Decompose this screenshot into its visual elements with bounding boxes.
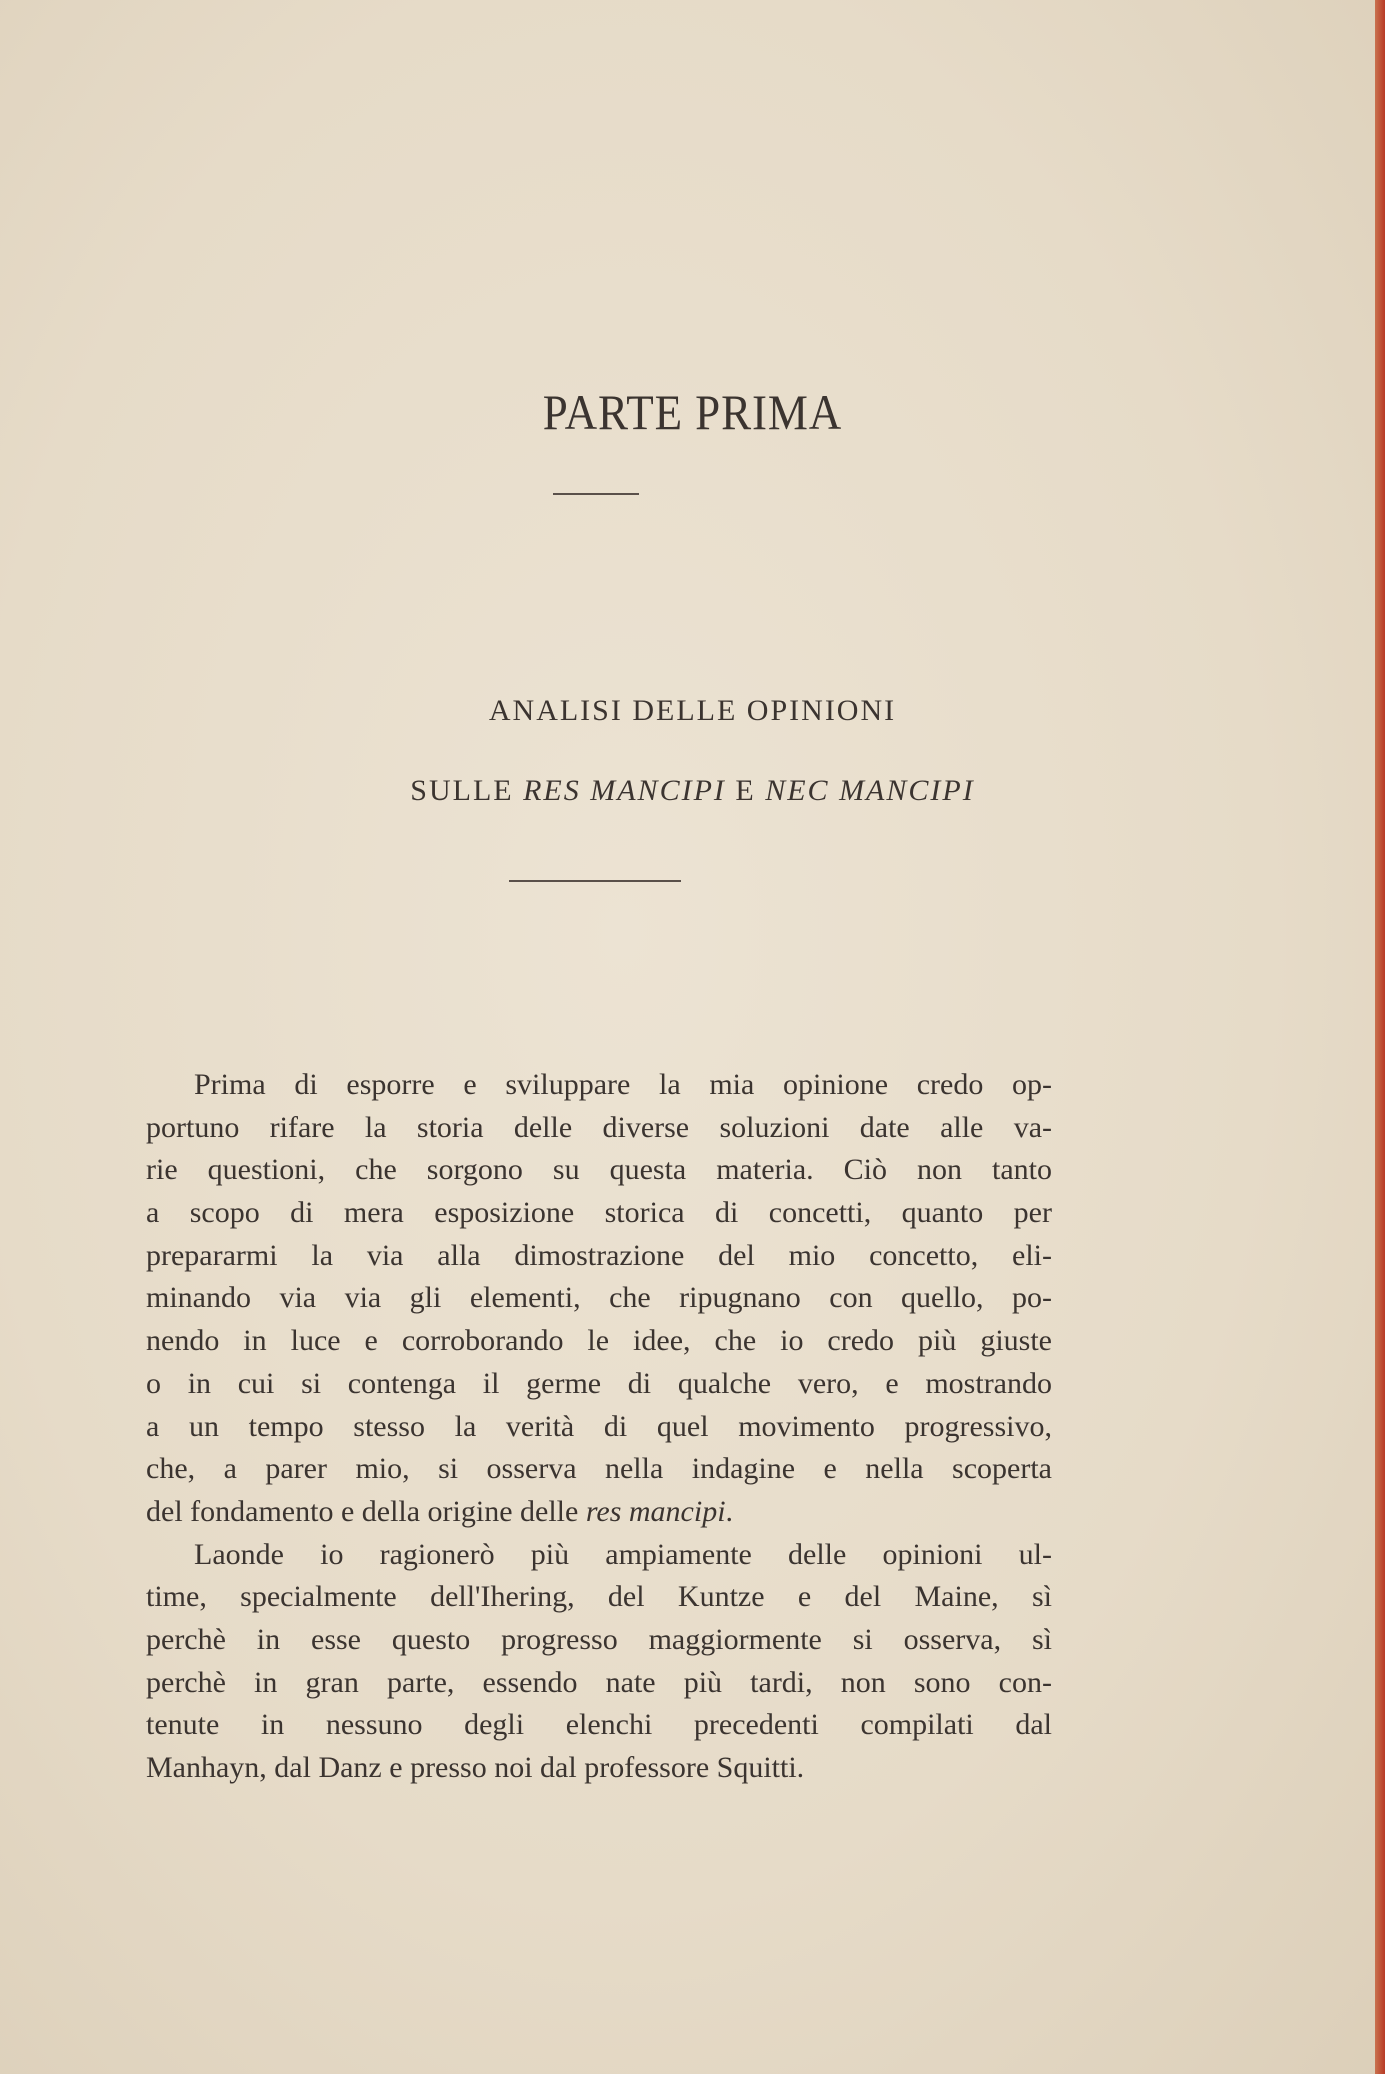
section-heading-line2 [0,774,1385,808]
part-title: PARTE PRIMA [542,384,843,440]
text-line: a un tempo stesso la verità di quel movimento progressivo, [146,1409,1052,1443]
text-line: time, specialmente dell'Ihering, del Kuntze e del Maine, sì [146,1580,1052,1614]
page-edge [1375,0,1385,2074]
heading-mid: E [725,774,766,807]
text-run: del fondamento e della origine delle [146,1494,586,1528]
text-line: Laonde io ragionerò più ampiamente delle opinioni ul- [194,1537,1052,1571]
text-line: a scopo di mera esposizione storica di concetti, quanto per [146,1196,1052,1230]
text-line: Manhayn, dal Danz e presso noi dal professore Squitti. [146,1751,805,1784]
italic-res-mancipi: res mancipi [585,1494,726,1528]
heading-prefix: SULLE [410,774,524,807]
paragraph-1 [146,1064,1052,1534]
text-line: nendo in luce e corroborando le idee, che io credo più giuste [146,1324,1052,1358]
section-heading-line1: ANALISI DELLE OPINIONI [488,694,897,727]
text-line: Prima di esporre e sviluppare la mia opinione credo op- [194,1068,1052,1101]
text-line: tenute in nessuno degli elenchi precedenti compilati dal [146,1708,1052,1742]
text-line: o in cui si contenga il germe di qualche vero, e mostrando [146,1366,1052,1400]
text-line: che, a parer mio, si osserva nella indagine e nella scoperta [146,1452,1052,1486]
heading-divider [509,880,681,882]
text-line [146,1491,1052,1534]
text-line: prepararmi la via alla dimostrazione del mio concetto, eli- [146,1238,1052,1272]
text-run: . [725,1494,734,1528]
text-line: rie questioni, che sorgono su questa materia. Ciò non tanto [146,1153,1052,1187]
title-divider [553,493,639,495]
text-line: perchè in gran parte, essendo nate più tardi, non sono con- [146,1665,1052,1699]
text-line: portuno rifare la storia delle diverse soluzioni date alle va- [146,1110,1052,1144]
heading-italic-res-mancipi: RES MANCIPI [523,774,726,807]
paragraph-2 [146,1534,1052,1790]
text-line: minando via via gli elementi, che ripugnano con quello, po- [146,1281,1052,1315]
heading-italic-nec-mancipi: NEC MANCIPI [765,774,975,807]
body-text [146,1064,1052,1790]
text-line: perchè in esse questo progresso maggiormente si osserva, sì [146,1622,1052,1656]
